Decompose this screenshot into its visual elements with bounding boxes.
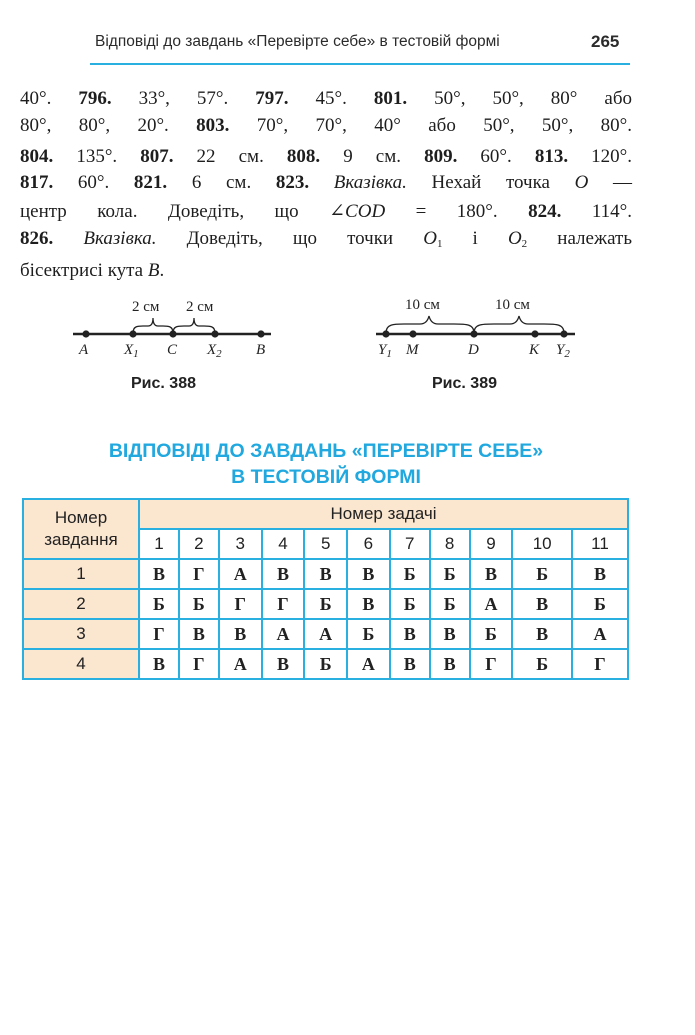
fig389-label-y2: $Y_2$ (556, 342, 570, 360)
column-number-10: 10 (512, 529, 572, 559)
answer-text-segment: 796. (78, 88, 112, 109)
fig388-label-x1: $X_1$ (124, 342, 139, 360)
answer-cell: Б (304, 589, 347, 619)
answer-text-segment: 823. (275, 172, 310, 193)
answer-text-segment: 80°, 80°, 20°. (20, 115, 197, 136)
answer-cell: В (512, 589, 572, 619)
fig389-caption: Рис. 389 (432, 375, 497, 392)
answer-text-segment: Доведіть, що точки (156, 228, 424, 249)
answer-cell: Б (347, 619, 390, 649)
answer-text-segment: 803. (196, 115, 230, 136)
page-number: 265 (591, 32, 620, 51)
task-number-cell: 1 (23, 559, 139, 589)
column-number-11: 11 (572, 529, 628, 559)
fig388-label-b: B (256, 342, 266, 358)
answers-table (22, 498, 629, 680)
fig388-brace-left (133, 318, 173, 333)
answer-cell: Б (179, 589, 219, 619)
answer-text-segment: O (507, 228, 522, 249)
answer-text-segment: бісектрисі кута (20, 260, 148, 281)
answer-text-segment: 808. (286, 146, 321, 167)
table-row (23, 589, 628, 619)
column-number-3: 3 (219, 529, 262, 559)
answer-text-segment: 33°, 57°. (111, 88, 256, 109)
column-number-2: 2 (179, 529, 219, 559)
answer-cell: А (219, 649, 262, 679)
answer-cell: А (304, 619, 347, 649)
answer-cell: В (139, 559, 179, 589)
column-number-9: 9 (470, 529, 513, 559)
answer-cell: В (430, 649, 470, 679)
answer-cell: А (470, 589, 513, 619)
answer-text-segment: Вказівка. (333, 172, 407, 193)
row-header-label: Номер завдання (44, 508, 118, 549)
answer-cell: В (470, 559, 513, 589)
answer-cell: В (262, 559, 305, 589)
answer-text-segment: 114°. (561, 201, 632, 222)
answer-text-segment: O (574, 172, 589, 193)
answer-text-segment: 824. (528, 201, 562, 222)
answer-cell: Б (390, 559, 430, 589)
answer-text-segment: 804. (20, 146, 54, 167)
answer-cell: Г (470, 649, 513, 679)
answer-cell: Б (430, 589, 470, 619)
answer-text-segment: Нехай точка (406, 172, 575, 193)
answer-cell: Г (139, 619, 179, 649)
fig389-brace-left (386, 316, 474, 333)
answer-text-segment: 2 (521, 238, 528, 250)
answer-cell: В (390, 619, 430, 649)
fig389-point-m (409, 330, 416, 337)
fig389-point-k (531, 330, 538, 337)
answer-cell: А (347, 649, 390, 679)
answer-text-segment: 826. (20, 228, 54, 249)
task-number-cell: 3 (23, 619, 139, 649)
answer-text-segment: B (147, 260, 160, 281)
answer-text-segment: O (423, 228, 437, 249)
answer-text-segment: 9 см. (320, 146, 425, 167)
fig389-label-m: M (406, 342, 419, 358)
fig388-length-label-2: 2 см (186, 299, 214, 315)
answer-cell: А (262, 619, 305, 649)
answer-cell: Б (430, 559, 470, 589)
answer-cell: В (179, 619, 219, 649)
answer-cell: Г (179, 559, 219, 589)
answer-cell: Б (572, 589, 628, 619)
fig389-label-y1: $Y_1$ (378, 342, 392, 360)
answer-cell: В (262, 649, 305, 679)
answer-cell: Б (470, 619, 513, 649)
answer-cell: Г (219, 589, 262, 619)
answer-text-segment: Вказівка. (83, 228, 157, 249)
task-number-cell: 4 (23, 649, 139, 679)
fig388-label-c: C (167, 342, 178, 358)
answer-cell: Б (512, 559, 572, 589)
answer-cell: Г (179, 649, 219, 679)
answer-text-segment: 1 (436, 238, 443, 250)
column-number-1: 1 (139, 529, 179, 559)
answer-cell: В (139, 649, 179, 679)
answer-text-segment: = 180°. (385, 201, 529, 222)
answer-cell: Г (572, 649, 628, 679)
answer-cell: В (304, 559, 347, 589)
column-number-7: 7 (390, 529, 430, 559)
fig389-label-k: K (529, 342, 540, 358)
table-row (23, 649, 628, 679)
answer-text-segment: 817. (20, 172, 54, 193)
answer-text-segment: 120°. (568, 146, 632, 167)
answer-text-segment: — (588, 172, 632, 193)
answer-text-segment: належать (527, 228, 632, 249)
answer-text-segment: 60°. (53, 172, 134, 193)
answer-text-segment: 135°. (53, 146, 141, 167)
fig389-brace-right (474, 316, 564, 333)
fig389-length-label-2: 10 см (495, 297, 530, 313)
answer-cell: В (390, 649, 430, 679)
answer-text-segment: 801. (373, 88, 408, 109)
running-header-title: Відповіді до завдань «Перевірте себе» в тестовій формі (95, 33, 500, 50)
answer-cell: Б (390, 589, 430, 619)
fig388-point-a (82, 330, 89, 337)
column-number-6: 6 (347, 529, 390, 559)
answer-cell: Б (304, 649, 347, 679)
answer-text-segment: 809. (424, 146, 458, 167)
row-header-cell (23, 499, 139, 559)
answer-text-segment: 797. (255, 88, 289, 109)
answer-cell: А (572, 619, 628, 649)
column-number-8: 8 (430, 529, 470, 559)
section-title-line-1: ВІДПОВІДІ ДО ЗАВДАНЬ «ПЕРЕВІРТЕ СЕБЕ» (108, 440, 544, 462)
task-number-cell: 2 (23, 589, 139, 619)
answer-text-segment: 70°, 70°, 40° або 50°, 50°, 80°. (229, 115, 632, 136)
answer-cell: В (430, 619, 470, 649)
answer-text-segment: . (159, 260, 165, 281)
answer-cell: В (512, 619, 572, 649)
fig389-label-d: D (468, 342, 479, 358)
section-title-line-2: В ТЕСТОВІЙ ФОРМІ (231, 466, 421, 488)
answer-cell: Б (512, 649, 572, 679)
answer-text-segment: 45°. (288, 88, 374, 109)
answer-text-segment: COD (345, 201, 386, 222)
fig388-label-x2: $X_2$ (207, 342, 222, 360)
answer-text-segment: 813. (534, 146, 569, 167)
answer-text-segment: і (442, 228, 508, 249)
answer-cell: В (572, 559, 628, 589)
fig388-length-label-1: 2 см (132, 299, 160, 315)
column-group-header: Номер задачі (139, 499, 628, 529)
fig388-point-b (257, 330, 264, 337)
answer-text-segment: 22 см. (173, 146, 287, 167)
fig388-brace-right (173, 318, 215, 333)
answer-text-segment: 6 см. (167, 172, 276, 193)
answer-text-segment: 807. (140, 146, 174, 167)
answer-cell: Б (139, 589, 179, 619)
answer-cell: В (219, 619, 262, 649)
answer-cell: В (347, 589, 390, 619)
fig388-label-a: A (79, 342, 89, 358)
table-row (23, 559, 628, 589)
column-number-4: 4 (262, 529, 305, 559)
fig388-caption: Рис. 388 (131, 375, 196, 392)
answer-text-segment: центр кола. Доведіть, що ∠ (20, 201, 346, 222)
fig389-length-label-1: 10 см (405, 297, 440, 313)
answer-text-segment: 40°. (20, 88, 79, 109)
answer-text-segment: 50°, 50°, 80° або (407, 88, 632, 109)
table-row (23, 619, 628, 649)
column-number-5: 5 (304, 529, 347, 559)
answer-cell: В (347, 559, 390, 589)
figure-388-drawing (0, 0, 695, 420)
answer-cell: А (219, 559, 262, 589)
answer-cell: Г (262, 589, 305, 619)
answer-text-segment: 60°. (457, 146, 535, 167)
table-header-row (23, 499, 628, 529)
answer-text-segment: 821. (133, 172, 168, 193)
